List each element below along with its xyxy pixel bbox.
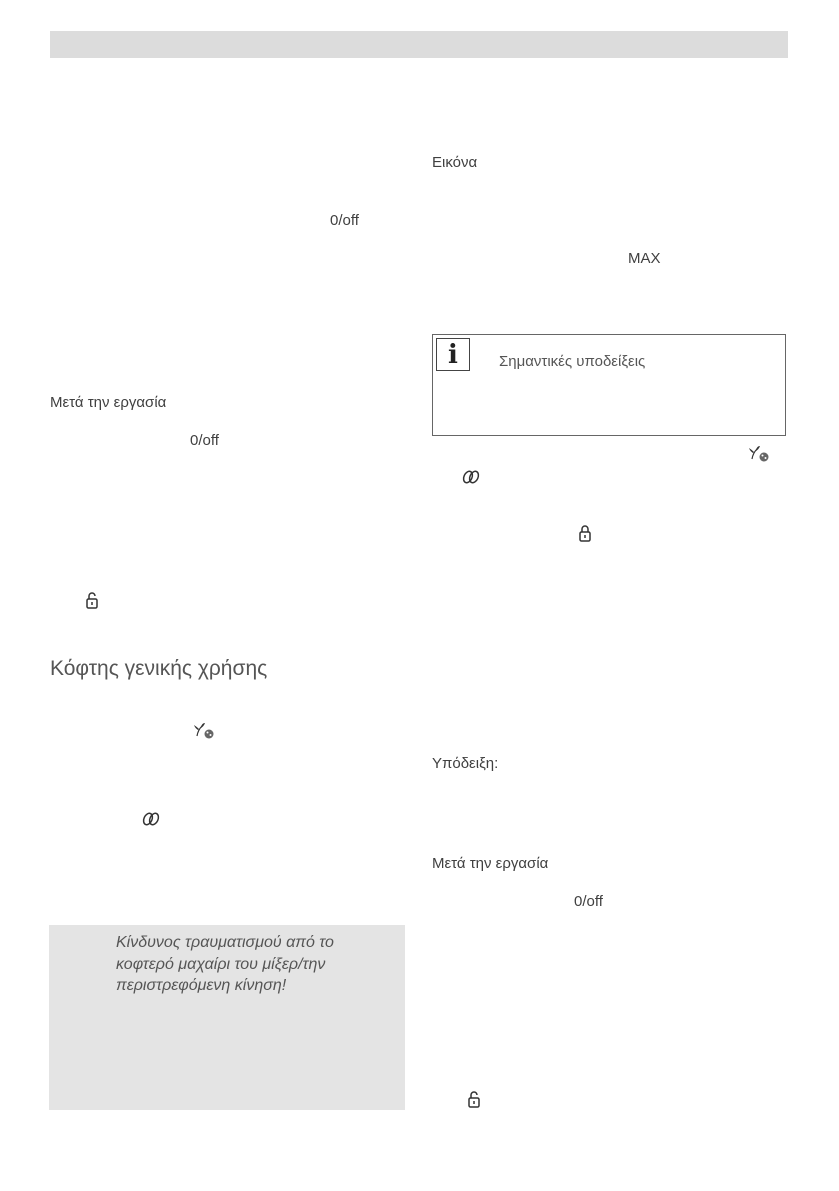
info-icon: i (436, 338, 470, 371)
section-heading: Κόφτης γενικής χρήσης (50, 657, 268, 680)
after-work-heading: Μετά την εργασία (432, 855, 549, 872)
warning-line: κοφτερό μαχαίρι του μίξερ/την (116, 955, 326, 973)
warning-line: Κίνδυνος τραυματισμού από το (116, 934, 334, 951)
switch-position-label: 0/off (190, 432, 219, 449)
lock-icon (579, 524, 591, 542)
herb-chop-icon (748, 445, 770, 463)
switch-position-label: 0/off (330, 212, 359, 229)
note-label: Υπόδειξη: (432, 755, 499, 772)
herb-chop-icon (193, 722, 215, 740)
warning-box (49, 925, 405, 1110)
after-work-heading: Μετά την εργασία (50, 394, 167, 411)
page-header-bar (50, 31, 788, 58)
max-label: MAX (628, 250, 661, 267)
switch-position-label: 0/off (574, 893, 603, 910)
pulse-icon (141, 812, 161, 826)
pulse-icon (461, 470, 481, 484)
info-title: Σημαντικές υποδείξεις (499, 353, 646, 370)
unlock-icon (468, 1090, 480, 1108)
info-box (432, 334, 786, 436)
warning-line: περιστρεφόμενη κίνηση! (116, 977, 287, 994)
figure-label: Εικόνα (432, 154, 478, 171)
unlock-icon (86, 591, 98, 609)
